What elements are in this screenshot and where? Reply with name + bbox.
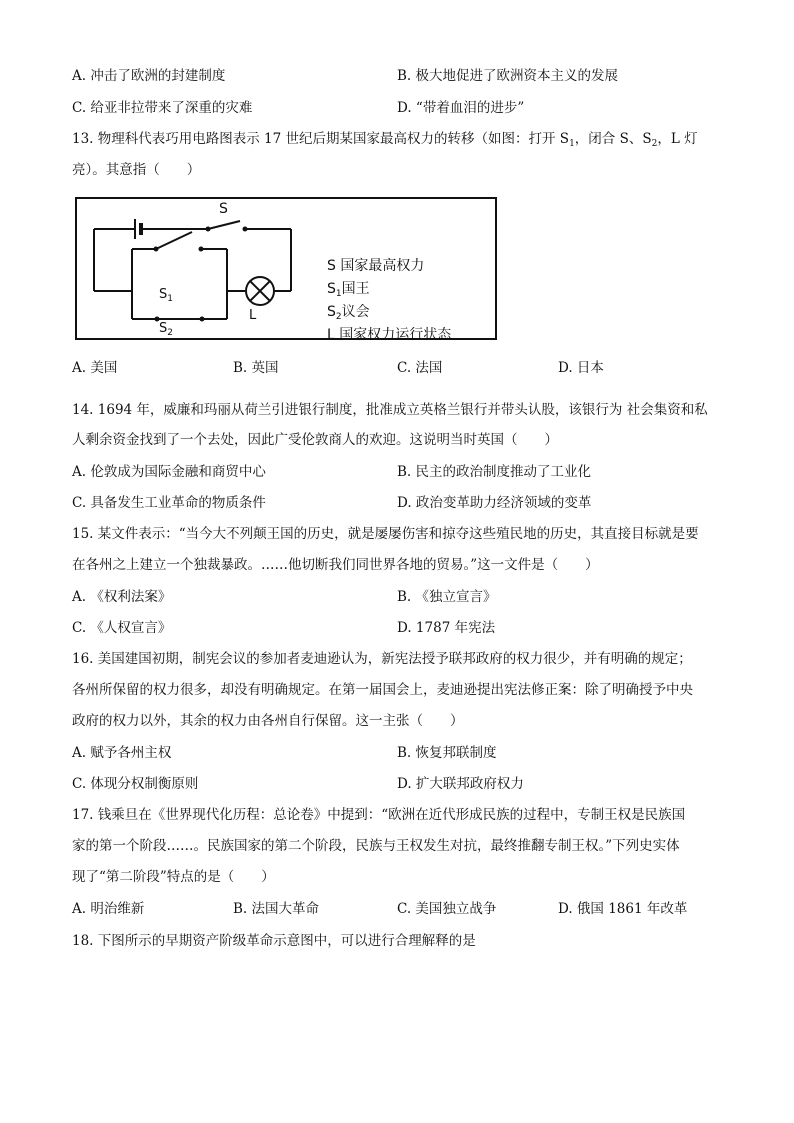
switch-s1-pivot: [154, 247, 159, 252]
q17-option-b: B. 法国大革命: [233, 901, 320, 917]
q15-option-c: C. 《人权宣言》: [72, 620, 172, 636]
switch-s1-label: [159, 287, 173, 304]
legend-item-l: [327, 326, 451, 349]
q15-option-d: D. 1787 年宪法: [397, 620, 496, 636]
q13-stem-line2: 亮）。其意指（ ）: [72, 162, 201, 178]
q14-option-c: C. 具备发生工业革命的物质条件: [72, 495, 266, 511]
lamp-label: L: [249, 308, 257, 323]
q12-option-a: A. 冲击了欧洲的封建制度: [72, 68, 226, 84]
q13-stem-text: ，L 灯: [657, 131, 698, 147]
q17-option-a: A. 明治维新: [72, 901, 145, 917]
q18-stem-line1: 18. 下图所示的早期资产阶级革命示意图中，可以进行合理解释的是: [72, 933, 476, 949]
switch-s2-label: [159, 321, 173, 338]
label-letter: S: [159, 321, 168, 336]
q13-stem-text: ，闭合 S、S: [574, 131, 652, 147]
switch-s1-contact: [199, 247, 204, 252]
legend-item-s2: [327, 303, 451, 326]
legend-sub: 2: [335, 312, 342, 322]
q17-stem-line2: 家的第一个阶段……。民族国家的第二个阶段，民族与王权发生对抗，最终推翻专制王权。”下列史实体: [72, 838, 680, 854]
q16-stem-line1: 16. 美国建国初期，制宪会议的参加者麦迪逊认为，新宪法授予联邦政府的权力很少，并有明确的规定；: [72, 651, 692, 667]
label-letter: S: [159, 287, 168, 302]
q13-stem-line1: [72, 130, 698, 153]
label-sub: 2: [167, 328, 173, 338]
switch-s-blade: [208, 221, 240, 229]
legend-item-s1: [327, 280, 451, 303]
legend-sub: 1: [335, 289, 342, 299]
legend-key: L: [327, 327, 335, 343]
legend-item-s: [327, 257, 451, 280]
switch-s2-contact: [200, 317, 205, 322]
circuit-legend: [327, 257, 451, 349]
circuit-diagram: [75, 197, 497, 343]
legend-text: 国王: [341, 281, 370, 297]
q17-option-d: D. 俄国 1861 年改革: [558, 901, 688, 917]
q15-option-b: B. 《独立宣言》: [397, 589, 497, 605]
q13-option-c: C. 法国: [397, 360, 443, 376]
q13-sub: 1: [569, 139, 575, 149]
q15-stem-line1: 15. 某文件表示：“当今大不列颠王国的历史，就是屡屡伤害和掠夺这些殖民地的历史，其直接目标就是要: [72, 526, 699, 542]
q17-option-c: C. 美国独立战争: [397, 901, 497, 917]
label-sub: 1: [167, 294, 173, 304]
q14-option-a: A. 伦敦成为国际金融和商贸中心: [72, 464, 266, 480]
q12-option-c: C. 给亚非拉带来了深重的灾难: [72, 100, 253, 116]
q16-stem-line2: 各州所保留的权力很多，却没有明确规定。在第一届国会上，麦迪逊提出宪法修正案：除了明确授予中央: [72, 682, 693, 698]
switch-s1-blade: [156, 232, 192, 249]
q16-option-c: C. 体现分权制衡原则: [72, 776, 199, 792]
q13-stem-text: 13. 物理科代表巧用电路图表示 17 世纪后期某国家最高权力的转移（如图：打开 S: [72, 131, 570, 147]
switch-s-pivot: [206, 227, 211, 232]
q14-stem-line2: 人剩余资金找到了一个去处，因此广受伦敦商人的欢迎。这说明当时英国（ ）: [72, 432, 558, 448]
q14-option-b: B. 民主的政治制度推动了工业化: [397, 464, 592, 480]
q14-option-d: D. 政治变革助力经济领域的变革: [397, 495, 592, 511]
q12-option-d: D. “带着血泪的进步”: [397, 100, 525, 116]
q13-option-b: B. 英国: [233, 360, 279, 376]
q14-stem-line1: 14. 1694 年，威廉和玛丽从荷兰引进银行制度，批准成立英格兰银行并带头认股，该银行为 社会集资和私: [72, 402, 708, 418]
q16-stem-line3: 政府的权力以外，其余的权力由各州自行保留。这一主张（ ）: [72, 713, 464, 729]
q13-sub: 2: [651, 139, 658, 149]
legend-key: S: [327, 304, 336, 320]
legend-key: S: [327, 281, 336, 297]
switch-s-contact: [243, 227, 248, 232]
q13-option-a: A. 美国: [72, 360, 118, 376]
q12-option-b: B. 极大地促进了欧洲资本主义的发展: [397, 68, 619, 84]
q15-stem-line2: 在各州之上建立一个独裁暴政。……他切断我们同世界各地的贸易。”这一文件是（ ）: [72, 557, 599, 573]
legend-text: 国家最高权力: [340, 258, 425, 274]
q16-option-b: B. 恢复邦联制度: [397, 745, 497, 761]
q16-option-d: D. 扩大联邦政府权力: [397, 776, 524, 792]
q17-stem-line3: 现了“第二阶段”特点的是（ ）: [72, 869, 275, 885]
legend-text: 议会: [341, 304, 370, 320]
legend-key: S: [327, 258, 336, 274]
q16-option-a: A. 赋予各州主权: [72, 745, 172, 761]
legend-text: 国家权力运行状态: [339, 327, 452, 343]
q15-option-a: A. 《权利法案》: [72, 589, 172, 605]
q17-stem-line1: 17. 钱乘旦在《世界现代化历程：总论卷》中提到：“欧洲在近代形成民族的过程中，专制王权是民族国: [72, 807, 686, 823]
switch-s-label: S: [219, 201, 228, 217]
q13-option-d: D. 日本: [558, 360, 604, 376]
